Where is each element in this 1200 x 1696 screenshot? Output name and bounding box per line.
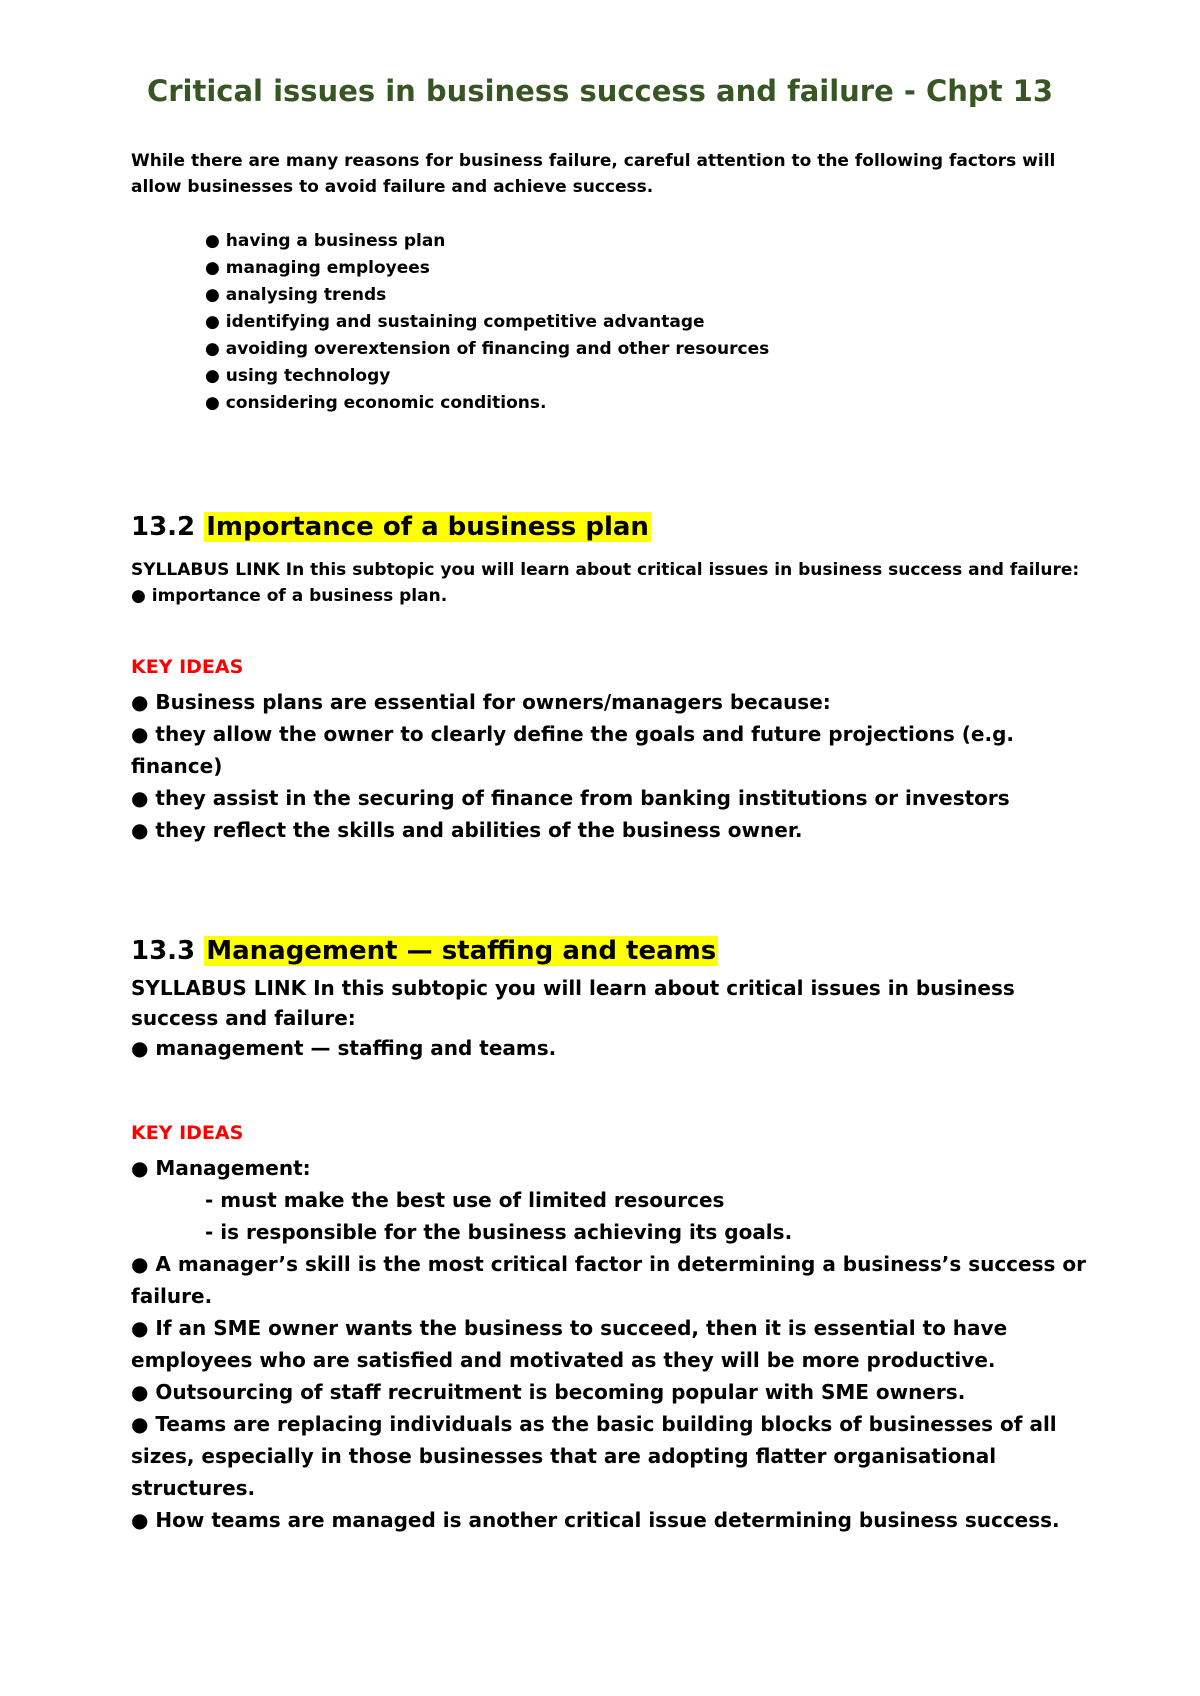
list-item: ● How teams are managed is another critical issue determining business success. [131,1508,1060,1532]
syllabus-link-text: SYLLABUS LINK In this subtopic you will learn about critical issues in business success and failure: [131,560,1080,580]
syllabus-item: ● importance of a business plan. [131,586,448,606]
list-item: ● using technology [205,366,391,386]
document-title: Critical issues in business success and failure - Chpt 13 [146,74,1054,108]
list-item: ● having a business plan [205,231,446,251]
list-item: ● they allow the owner to clearly define the goals and future projections (e.g. finance) [131,722,1014,778]
key-ideas-label: KEY IDEAS [131,1122,244,1144]
list-item: ● Outsourcing of staff recruitment is becoming popular with SME owners. [131,1380,966,1404]
list-item: ● If an SME owner wants the business to succeed, then it is essential to have employees who are satisfied and motivated as they will be more productive. [131,1316,1008,1372]
list-item: ● managing employees [205,258,430,278]
syllabus-item: ● management — staffing and teams. [131,1036,557,1060]
list-item: ● analysing trends [205,285,387,305]
syllabus-link-13-2 [131,557,1131,609]
key-ideas-list-13-2 [131,686,1101,846]
syllabus-link-text: SYLLABUS LINK In this subtopic you will learn about critical issues in business success and failure: [131,976,1015,1030]
list-item: ● Business plans are essential for owners/managers because: [131,690,831,714]
key-ideas-list-13-3 [131,1152,1101,1536]
section-number: 13.2 [131,512,196,542]
list-item: ● they assist in the securing of finance from banking institutions or investors [131,786,1010,810]
sub-list-item: - must make the best use of limited resources [205,1188,725,1212]
list-item: ● considering economic conditions. [205,393,547,413]
list-item: ● Teams are replacing individuals as the basic building blocks of businesses of all sizes, especially in those businesses that are adopting flatter organisational structures. [131,1412,1057,1500]
key-ideas-label: KEY IDEAS [131,656,244,678]
list-item: ● Management: [131,1156,311,1180]
factor-list [205,228,769,417]
list-item: ● they reflect the skills and abilities of the business owner. [131,818,803,842]
list-item: ● avoiding overextension of financing and other resources [205,339,770,359]
section-heading-13-2 [131,512,651,542]
section-title-highlight: Management — staffing and teams [206,936,717,966]
list-item: ● A manager’s skill is the most critical factor in determining a business’s success or failure. [131,1252,1086,1308]
syllabus-link-13-3 [131,973,1061,1063]
list-item: ● identifying and sustaining competitive advantage [205,312,705,332]
section-heading-13-3 [131,936,718,966]
intro-paragraph [131,148,1081,200]
intro-text: While there are many reasons for business failure, careful attention to the following factors will allow businesses to avoid failure and achieve success. [131,151,1056,197]
section-number: 13.3 [131,936,196,966]
sub-list-item: - is responsible for the business achieving its goals. [205,1220,793,1244]
section-title-highlight: Importance of a business plan [206,512,649,542]
